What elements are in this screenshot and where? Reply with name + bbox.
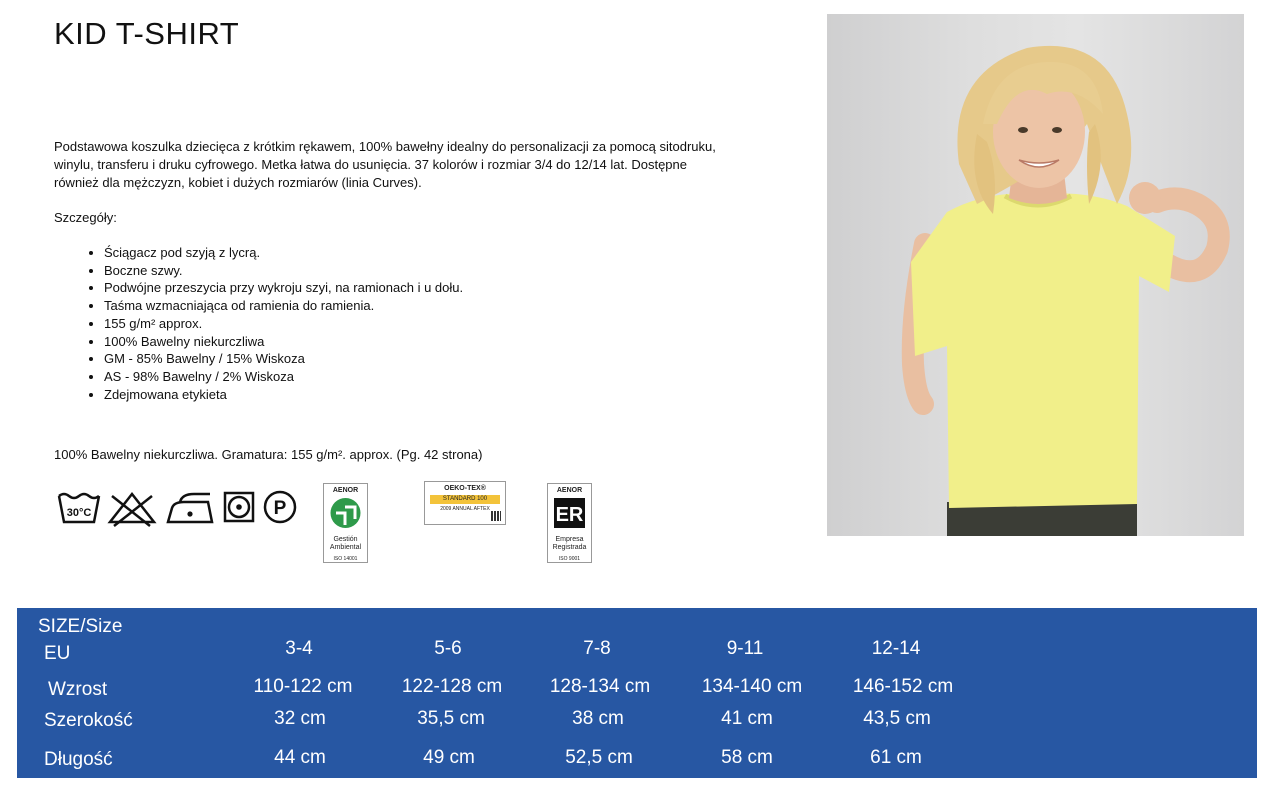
- table-cell: 12-14: [871, 638, 921, 659]
- product-photo: [827, 14, 1244, 536]
- details-heading: Szczegóły:: [54, 210, 117, 225]
- list-item: • Podwójne przeszycia przy wykroju szyi, na ramionach i u dołu.: [104, 279, 463, 297]
- dry-clean-p-icon: [262, 488, 302, 528]
- page-title: KID T-SHIRT: [54, 16, 240, 51]
- row-label-height: Wzrost: [48, 679, 108, 700]
- table-cell: 41 cm: [721, 708, 773, 729]
- cert-code: ISO 14001: [333, 556, 358, 562]
- row-label-eu: EU: [44, 643, 71, 664]
- table-cell: 44 cm: [274, 747, 326, 768]
- cert-line: Ambiental: [329, 544, 362, 551]
- svg-text:P: P: [273, 498, 287, 519]
- table-cell: 110-122 cm: [253, 676, 353, 697]
- table-cell: 146-152 cm: [852, 676, 954, 697]
- table-cell: 43,5 cm: [863, 708, 931, 729]
- list-item: • 155 g/m² approx.: [104, 315, 463, 333]
- table-cell: 3-4: [285, 638, 313, 659]
- table-cell: 134-140 cm: [701, 676, 803, 697]
- cert-brand: AENOR: [556, 487, 583, 494]
- cert-standard: STANDARD 100: [442, 496, 488, 502]
- table-cell: 61 cm: [870, 747, 922, 768]
- list-item: • Ściągacz pod szyją z lycrą.: [104, 244, 463, 262]
- cert-line: Registrada: [552, 544, 587, 551]
- cert-brand: AENOR: [332, 487, 359, 494]
- table-cell: 7-8: [583, 638, 611, 659]
- size-table: [17, 608, 1257, 778]
- list-item: • AS - 98% Bawelny / 2% Wiskoza: [104, 368, 463, 386]
- table-cell: 122-128 cm: [401, 676, 503, 697]
- product-description: Podstawowa koszulka dziecięca z krótkim rękawem, 100% bawełny idealny do personalizacji za pomocą sitodruku, winylu, transferu i druku cyfrowego. Metka łatwa do usunięcia. 37 kolorów i rozmiar 3/4 do 12/14 lat. Dostępne również dla mężczyzn, kobiet i dużych rozmiarów (linia Curves).: [54, 139, 716, 190]
- table-cell: 52,5 cm: [565, 747, 633, 768]
- leaf-icon: [324, 495, 367, 531]
- list-item: • Boczne szwy.: [104, 262, 463, 280]
- cert-sub: 2009 ANNUAL AFTEX: [440, 506, 490, 512]
- list-item: • Taśma wzmacniająca od ramienia do ramienia.: [104, 297, 463, 315]
- tumble-dry-icon: [222, 488, 256, 528]
- table-cell: 58 cm: [721, 747, 773, 768]
- cert-code: ISO 9001: [558, 556, 581, 562]
- table-cell: 35,5 cm: [417, 708, 485, 729]
- qr-code-icon: [491, 511, 501, 521]
- er-mark-icon: [548, 495, 591, 531]
- cert-brand: OEKO-TEX®: [444, 485, 486, 492]
- cert-line: Empresa: [555, 536, 584, 543]
- table-cell: 49 cm: [423, 747, 475, 768]
- details-list: [88, 244, 463, 403]
- row-label-width: Szerokość: [44, 710, 133, 731]
- aenor-empresa-registrada-logo: [547, 483, 592, 563]
- fabric-note: 100% Bawelny niekurczliwa. Gramatura: 155 g/m². approx. (Pg. 42 strona): [54, 447, 483, 462]
- size-table-header: SIZE/Size: [38, 616, 123, 637]
- wash-temp-label: 30°C: [66, 507, 92, 519]
- iron-low-icon: [164, 488, 216, 528]
- table-cell: 9-11: [726, 638, 764, 659]
- row-label-length: Długość: [44, 749, 113, 770]
- svg-text:ER: ER: [555, 504, 584, 526]
- aenor-gestion-ambiental-logo: [323, 483, 368, 563]
- table-cell: 128-134 cm: [549, 676, 651, 697]
- table-cell: 5-6: [434, 638, 462, 659]
- list-item: • Zdejmowana etykieta: [104, 386, 463, 404]
- no-bleach-icon: [106, 488, 158, 528]
- table-cell: 38 cm: [572, 708, 624, 729]
- cert-line: Gestión: [333, 536, 358, 543]
- table-cell: 32 cm: [274, 708, 326, 729]
- list-item: • 100% Bawelny niekurczliwa: [104, 333, 463, 351]
- oeko-tex-logo: [424, 481, 506, 525]
- list-item: • GM - 85% Bawelny / 15% Wiskoza: [104, 350, 463, 368]
- wash-30-icon: [56, 488, 102, 528]
